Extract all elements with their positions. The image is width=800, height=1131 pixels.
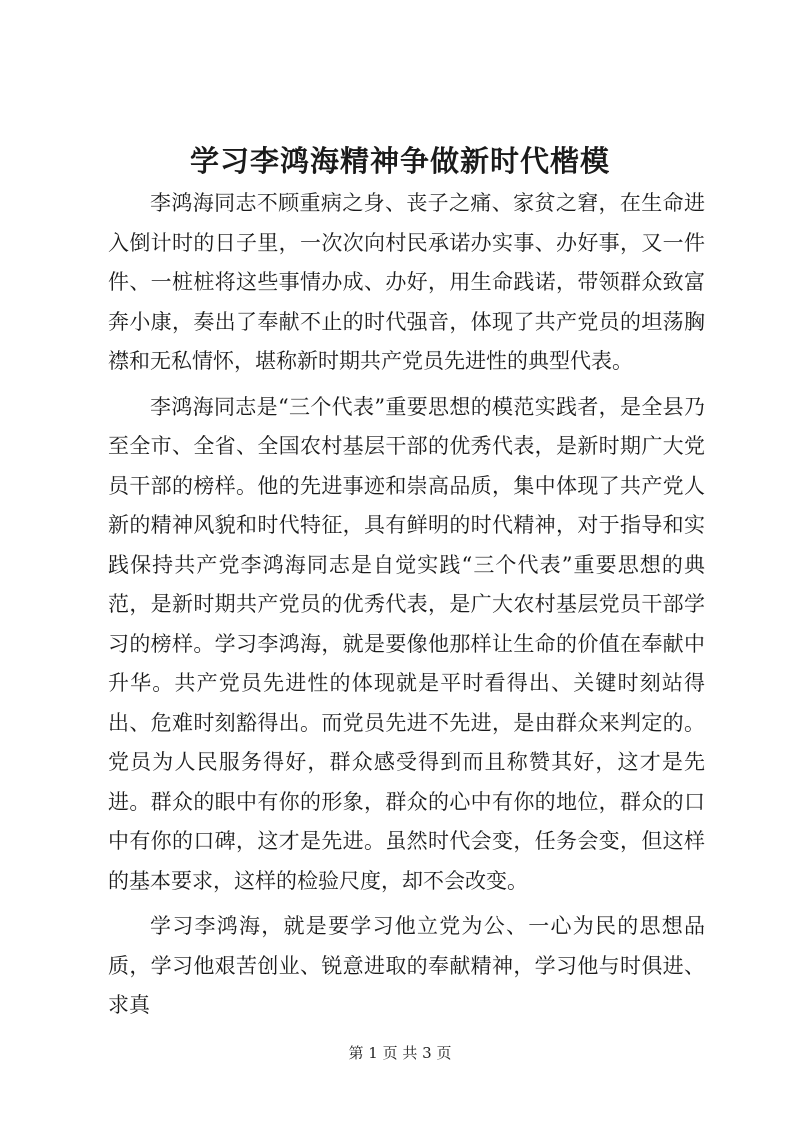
paragraph-1: 李鸿海同志不顾重病之身、丧子之痛、家贫之窘，在生命进入倒计时的日子里，一次次向村民承诺办实事、办好事，又一件件、一桩桩将这些事情办成、办好，用生命践诺，带领群众致富奔小康，奏出了奉献不止的时代强音，体现了共产党员的坦荡胸襟和无私情怀，堪称新时期共产党员先进性的典型代表。 <box>108 191 705 373</box>
document-body <box>108 184 705 1026</box>
paragraph-2: 李鸿海同志是“三个代表”重要思想的模范实践者，是全县乃至全市、全省、全国农村基层干部的优秀代表，是新时期广大党员干部的榜样。他的先进事迹和崇高品质，集中体现了共产党人新的精神风貌和时代特征，具有鲜明的时代精神，对于指导和实践保持共产党李鸿海同志是自觉实践“三个代表”重要思想的典范，是新时期共产党员的优秀代表，是广大农村基层党员干部学习的榜样。学习李鸿海，就是要像他那样让生命的价值在奉献中升华。共产党员先进性的体现就是平时看得出、关键时刻站得出、危难时刻豁得出。而党员先进不先进，是由群众来判定的。党员为人民服务得好，群众感受得到而且称赞其好，这才是先进。群众的眼中有你的形象，群众的心中有你的地位，群众的口中有你的口碑，这才是先进。虽然时代会变，任务会变，但这样的基本要求，这样的检验尺度，却不会改变。 <box>108 394 705 893</box>
page-number-footer: 第 1 页 共 3 页 <box>348 1044 452 1062</box>
paragraph-3: 学习李鸿海，就是要学习他立党为公、一心为民的思想品质，学习他艰苦创业、锐意进取的奉献精神，学习他与时俱进、求真 <box>108 914 705 1017</box>
document-title: 学习李鸿海精神争做新时代楷模 <box>189 144 610 178</box>
